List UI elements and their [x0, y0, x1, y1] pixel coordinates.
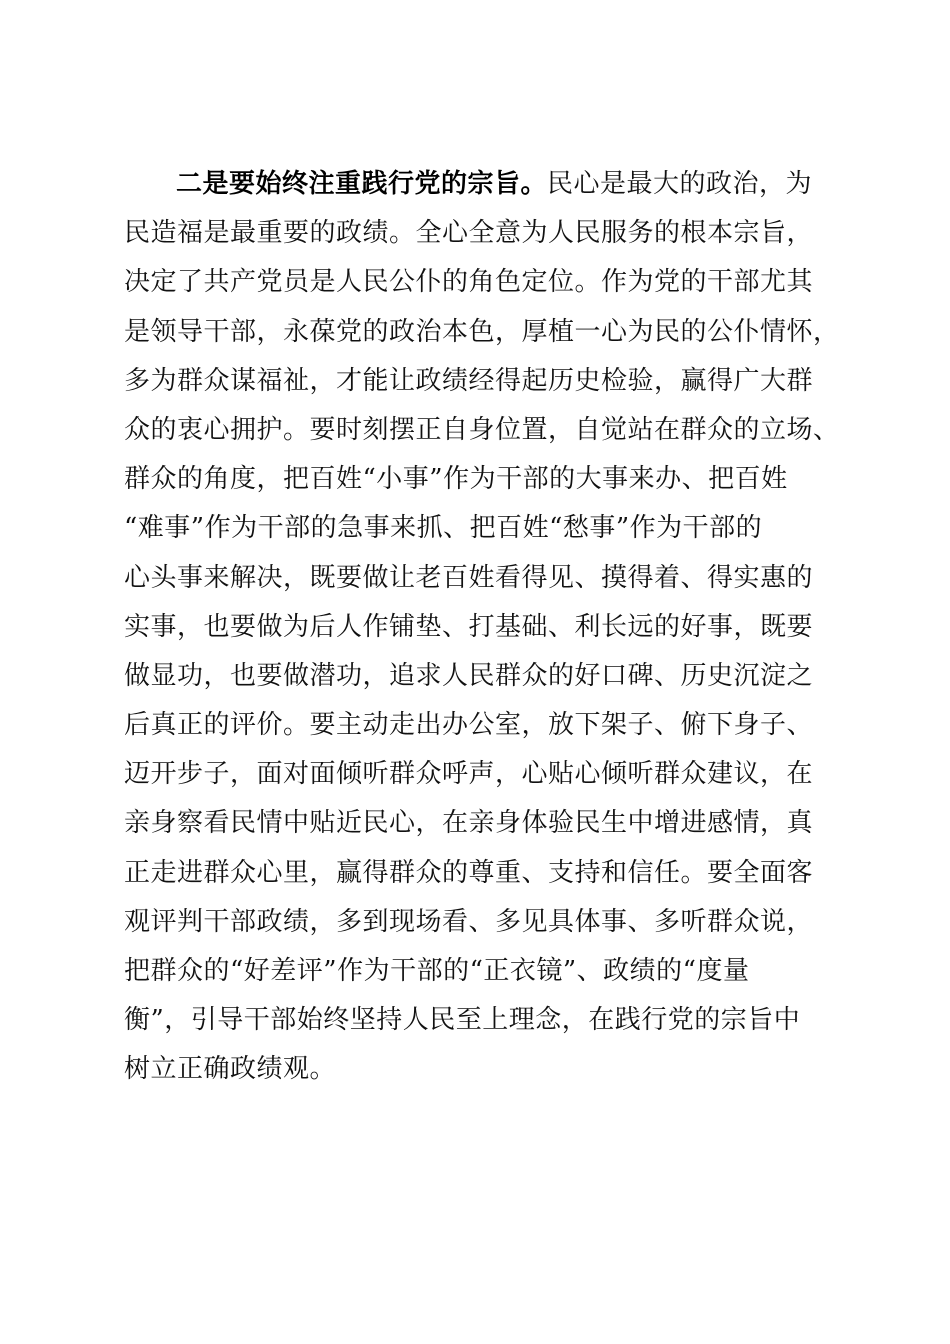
paragraph-line: 把群众的“好差评”作为干部的“正衣镜”、政绩的“度量 [124, 956, 750, 986]
paragraph-line: 正走进群众心里，赢得群众的尊重、支持和信任。要全面客 [124, 857, 814, 888]
paragraph-line-1 [124, 160, 836, 209]
paragraph-line: 迈开步子，面对面倾听群众呼声，心贴心倾听群众建议，在 [124, 759, 814, 790]
paragraph-line: 心头事来解决，既要做让老百姓看得见、摸得着、得实惠的 [124, 562, 814, 593]
paragraph-line: 是领导干部，永葆党的政治本色，厚植一心为民的公仆情怀， [124, 316, 840, 347]
paragraph-line: 实事，也要做为后人作铺垫、打基础、利长远的好事，既要 [124, 611, 814, 642]
paragraph-line: 衡”，引导干部始终坚持人民至上理念，在践行党的宗旨中 [124, 1005, 801, 1036]
paragraph-line: 决定了共产党员是人民公仆的角色定位。作为党的干部尤其 [124, 267, 814, 298]
paragraph-text: 民心是最大的政治，为 [547, 169, 813, 199]
paragraph-line: 做显功，也要做潜功，追求人民群众的好口碑、历史沉淀之 [124, 660, 814, 691]
paragraph-line: 树立正确政绩观。 [124, 1054, 337, 1085]
paragraph-line: 亲身察看民情中贴近民心，在亲身体验民生中增进感情，真 [124, 808, 814, 839]
paragraph-line: 后真正的评价。要主动走出办公室，放下架子、俯下身子、 [124, 710, 814, 741]
paragraph-line: 群众的角度，把百姓“小事”作为干部的大事来办、把百姓 [124, 464, 788, 495]
body-paragraph [124, 160, 840, 1095]
paragraph-line: 多为群众谋福祉，才能让政绩经得起历史检验，赢得广大群 [124, 365, 814, 396]
paragraph-line: 观评判干部政绩，多到现场看、多见具体事、多听群众说， [124, 906, 814, 937]
paragraph-line: 民造福是最重要的政绩。全心全意为人民服务的根本宗旨， [124, 218, 814, 249]
paragraph-line: “难事”作为干部的急事来抓、把百姓“愁事”作为干部的 [124, 513, 763, 544]
paragraph-line: 众的衷心拥护。要时刻摆正自身位置，自觉站在群众的立场、 [124, 414, 840, 445]
paragraph-heading: 二是要始终注重践行党的宗旨。 [176, 169, 548, 199]
